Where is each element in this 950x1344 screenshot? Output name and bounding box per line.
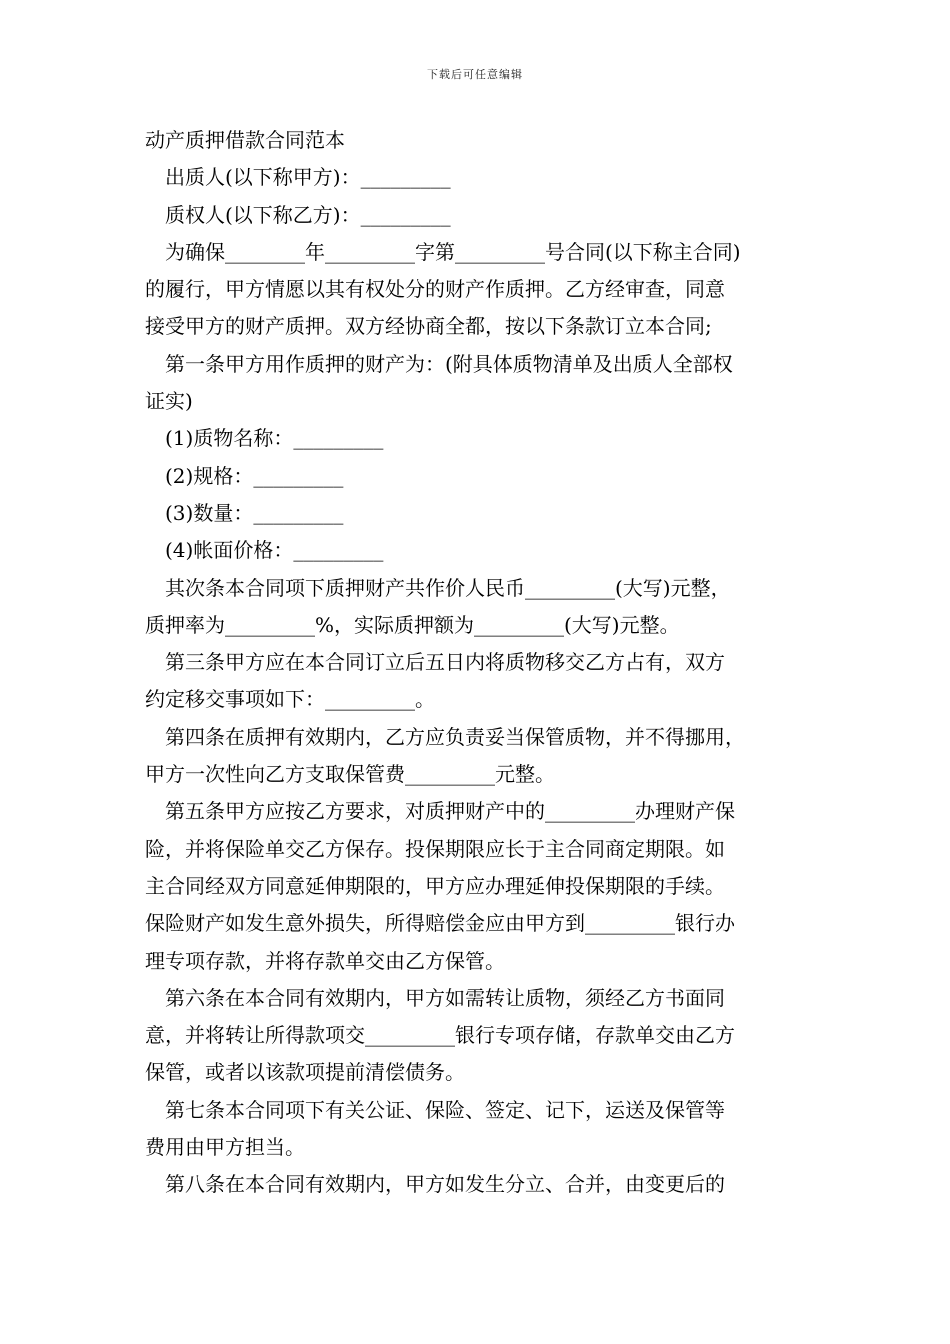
document-line: 第三条甲方应在本合同订立后五日内将质物移交乙方占有，双方 xyxy=(165,650,725,675)
page-header: 下载后可任意编辑 xyxy=(427,68,523,81)
document-line: 约定移交事项如下：_________。 xyxy=(145,687,435,712)
document-line: 质权人(以下称乙方)：_________ xyxy=(165,202,451,227)
document-line: (3)数量：_________ xyxy=(165,500,344,525)
document-body xyxy=(145,122,811,1204)
document-line: 质押率为_________%，实际质押额为_________(大写)元整。 xyxy=(145,612,680,637)
document-line: 理专项存款，并将存款单交由乙方保管。 xyxy=(145,948,505,973)
document-line: 其次条本合同项下质押财产共作价人民币_________(大写)元整， xyxy=(165,575,731,600)
document-line: 第一条甲方用作质押的财产为：(附具体质物清单及出质人全部权 xyxy=(165,351,733,376)
document-line: (4)帐面价格：_________ xyxy=(165,538,384,563)
document-line: 的履行，甲方情愿以其有权处分的财产作质押。乙方经审查，同意 xyxy=(145,277,725,302)
document-line: 证实) xyxy=(145,389,193,414)
document-line: 出质人(以下称甲方)：_________ xyxy=(165,165,451,190)
document-line: 意，并将转让所得款项交_________银行专项存储，存款单交由乙方 xyxy=(145,1023,735,1048)
document-line: 为确保________年_________字第_________号合同(以下称主合同) xyxy=(165,239,741,264)
document-line: (1)质物名称：_________ xyxy=(165,426,384,451)
document-line: 主合同经双方同意延伸期限的，甲方应办理延伸投保期限的手续。 xyxy=(145,873,725,898)
document-line: 甲方一次性向乙方支取保管费_________元整。 xyxy=(145,762,555,787)
document-line: 第五条甲方应按乙方要求，对质押财产中的_________办理财产保 xyxy=(165,799,735,824)
document-line: 险，并将保险单交乙方保存。投保期限应长于主合同商定期限。如 xyxy=(145,836,725,861)
document-line: (2)规格：_________ xyxy=(165,463,344,488)
document-line: 第七条本合同项下有关公证、保险、签定、记下，运送及保管等 xyxy=(165,1097,725,1122)
document-line: 保险财产如发生意外损失，所得赔偿金应由甲方到_________银行办 xyxy=(145,911,735,936)
document-line: 第六条在本合同有效期内，甲方如需转让质物，须经乙方书面同 xyxy=(165,985,725,1010)
document-line: 第四条在质押有效期内，乙方应负责妥当保管质物，并不得挪用， xyxy=(165,724,745,749)
document-line: 接受甲方的财产质押。双方经协商全都，按以下条款订立本合同; xyxy=(145,314,712,339)
document-line: 费用由甲方担当。 xyxy=(145,1135,305,1160)
document-line: 保管，或者以该款项提前清偿债务。 xyxy=(145,1060,465,1085)
document-title: 动产质押借款合同范本 xyxy=(145,128,345,152)
document-line: 第八条在本合同有效期内，甲方如发生分立、合并，由变更后的 xyxy=(165,1172,725,1197)
